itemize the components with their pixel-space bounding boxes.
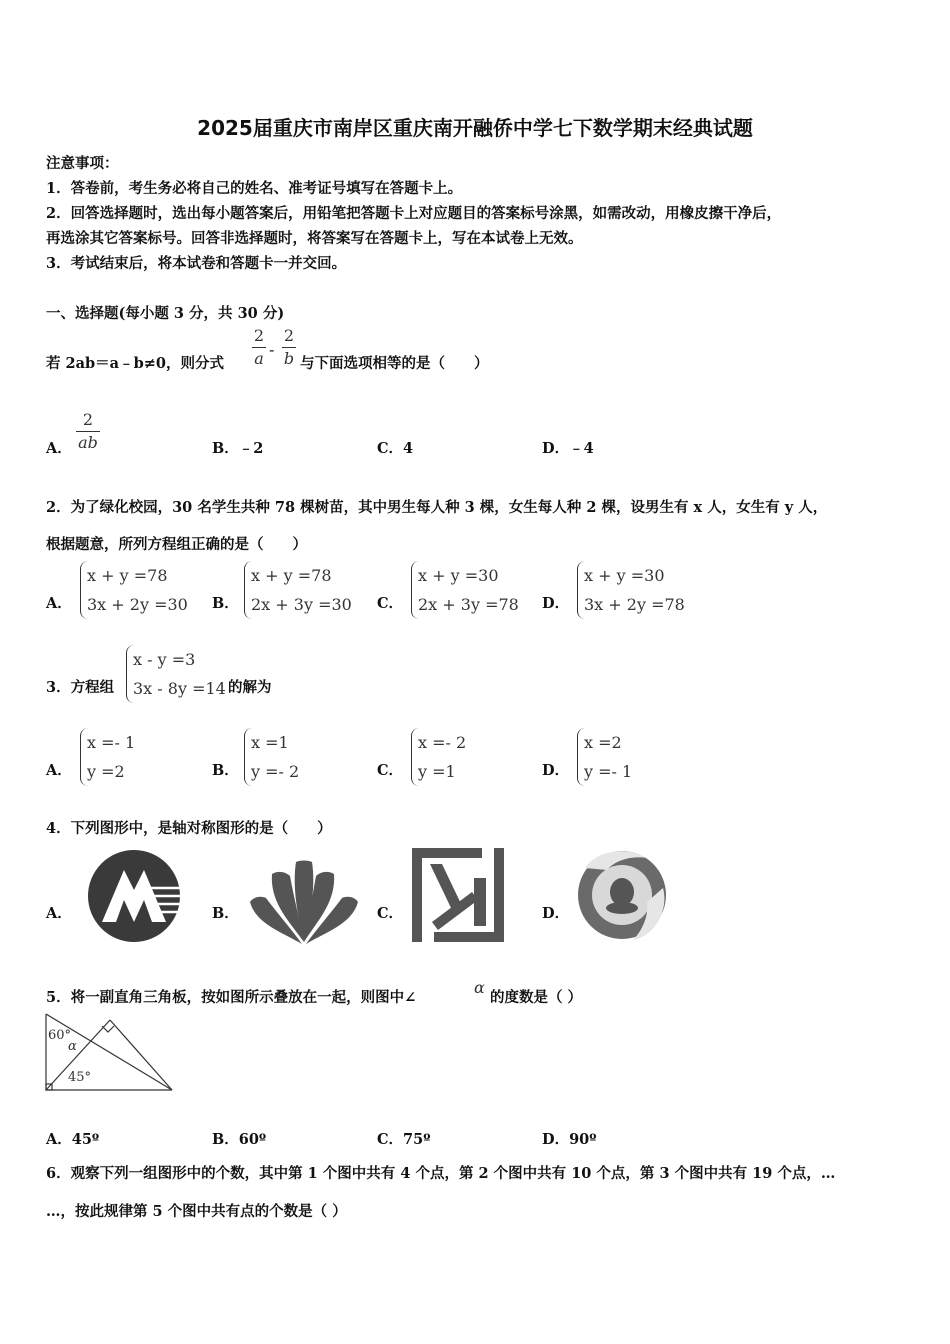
q3-text-a: 3．方程组	[46, 679, 115, 696]
section-heading: 一、选择题(每小题 3 分，共 30 分)	[46, 305, 285, 322]
q3-option-a-label: A．	[46, 762, 72, 779]
q3-option-a-system: x =- 1 y =2	[80, 728, 135, 786]
q1-text-a: 若 2ab＝a﹣b≠0，则分式	[46, 355, 224, 372]
q2-line1: 2．为了绿化校园，30 名学生共种 78 棵树苗，其中男生每人种 3 棵，女生每人种 2 棵，设男生有 x 人，女生有 y 人，	[46, 499, 828, 516]
q4-logo-c-icon	[412, 848, 504, 942]
q5-text-a: 5．将一副直角三角板，按如图所示叠放在一起，则图中∠	[46, 989, 417, 1006]
q4-option-b-label: B．	[212, 905, 239, 922]
q1-option-a-label: A．	[46, 440, 72, 457]
q2-option-b-system: x + y =78 2x + 3y =30	[244, 561, 352, 619]
q5-option-b: B．60º	[212, 1131, 267, 1148]
q1-fraction-2: 2 b	[283, 326, 295, 368]
q1-option-d: D．﹣4	[542, 440, 594, 457]
q2-line2: 根据题意，所列方程组正确的是（ ）	[46, 536, 307, 553]
q5-option-c: C．75º	[377, 1131, 431, 1148]
q4-logo-b-icon	[248, 858, 360, 944]
q3-option-d-system: x =2 y =- 1	[577, 728, 632, 786]
notice-item: 再选涂其它答案标号。回答非选择题时，将答案写在答题卡上，写在本试卷上无效。	[46, 230, 583, 247]
q5-option-d: D．90º	[542, 1131, 597, 1148]
page-title: 2025届重庆市南岸区重庆南开融侨中学七下数学期末经典试题	[197, 116, 753, 140]
q2-option-c-system: x + y =30 2x + 3y =78	[411, 561, 519, 619]
q5-option-a: A．45º	[46, 1131, 100, 1148]
q6-line1: 6．观察下列一组图形中的个数，其中第 1 个图中共有 4 个点，第 2 个图中共有 10 个点，第 3 个图中共有 19 个点，…	[46, 1165, 836, 1182]
q1-option-c: C．4	[377, 440, 414, 457]
q5-angle-45-label: 45°	[68, 1070, 92, 1085]
q4-logo-d-icon	[577, 848, 667, 942]
q3-option-c-label: C．	[377, 762, 404, 779]
q2-option-d-system: x + y =30 3x + 2y =78	[577, 561, 685, 619]
notice-item: 2．回答选择题时，选出每小题答案后，用铅笔把答题卡上对应题目的答案标号涂黑，如需改动，用橡皮擦干净后，	[46, 205, 782, 222]
q2-option-d-label: D．	[542, 595, 570, 612]
q4-option-c-label: C．	[377, 905, 404, 922]
notice-heading: 注意事项：	[46, 155, 119, 172]
q1-option-a-fraction: 2 ab	[76, 410, 100, 453]
q2-option-c-label: C．	[377, 595, 404, 612]
q4-logo-a-icon	[84, 848, 184, 944]
q2-option-a-system: x + y =78 3x + 2y =30	[80, 561, 188, 619]
q4-text: 4．下列图形中，是轴对称图形的是（ ）	[46, 820, 332, 837]
notice-item: 3．考试结束后，将本试卷和答题卡一并交回。	[46, 255, 347, 272]
q3-option-d-label: D．	[542, 762, 570, 779]
q4-option-a-label: A．	[46, 905, 72, 922]
q1-fraction-1: 2 a	[253, 326, 265, 368]
q4-option-d-label: D．	[542, 905, 570, 922]
q5-alpha: α	[474, 978, 485, 997]
q5-triangle-figure	[44, 1012, 176, 1094]
q3-option-b-system: x =1 y =- 2	[244, 728, 299, 786]
q3-text-b: 的解为	[228, 679, 272, 696]
q6-line2: …，按此规律第 5 个图中共有点的个数是（ ）	[46, 1203, 347, 1220]
q3-option-b-label: B．	[212, 762, 239, 779]
q5-angle-60-label: 60°	[48, 1028, 72, 1043]
notice-item: 1．答卷前，考生务必将自己的姓名、准考证号填写在答题卡上。	[46, 180, 463, 197]
q2-option-b-label: B．	[212, 595, 239, 612]
q1-option-b: B．﹣2	[212, 440, 264, 457]
q2-option-a-label: A．	[46, 595, 72, 612]
q1-text-b: 与下面选项相等的是（ ）	[300, 355, 489, 372]
q5-angle-alpha-label: α	[68, 1039, 77, 1054]
q5-text-b: 的度数是（ ）	[490, 989, 583, 1006]
q3-system: x - y =3 3x - 8y =14	[126, 645, 226, 703]
q3-option-c-system: x =- 2 y =1	[411, 728, 466, 786]
q1-minus: -	[269, 340, 275, 359]
